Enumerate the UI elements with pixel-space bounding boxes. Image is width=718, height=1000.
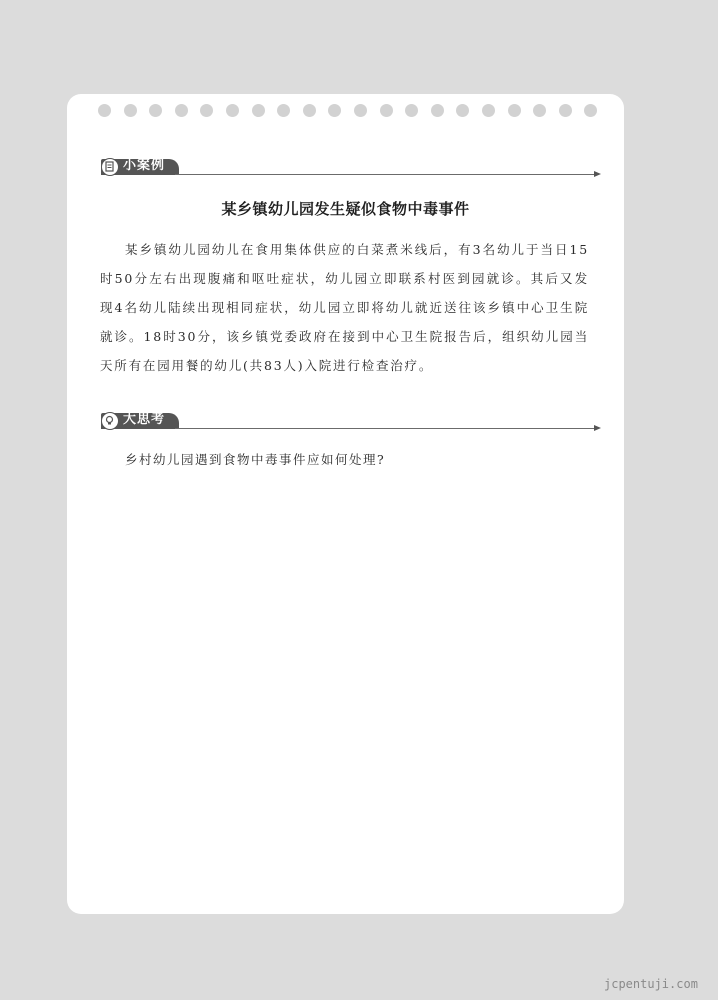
binding-hole (303, 104, 316, 117)
binding-hole (508, 104, 521, 117)
binding-hole (98, 104, 111, 117)
binding-hole (354, 104, 367, 117)
binding-hole (277, 104, 290, 117)
binding-hole (559, 104, 572, 117)
thinking-divider (175, 428, 595, 429)
case-title: 某乡镇幼儿园发生疑似食物中毒事件 (221, 200, 470, 218)
thinking-tag-label: 大思考 (123, 412, 166, 427)
binding-holes (98, 104, 598, 118)
binding-hole (149, 104, 162, 117)
binding-hole (328, 104, 341, 117)
thinking-question: 乡村幼儿园遇到食物中毒事件应如何处理? (125, 452, 386, 467)
binding-hole (405, 104, 418, 117)
watermark: jcpentuji.com (604, 977, 698, 991)
binding-hole (533, 104, 546, 117)
binding-hole (124, 104, 137, 117)
book-icon (101, 158, 119, 176)
binding-hole (456, 104, 469, 117)
case-body: 某乡镇幼儿园幼儿在食用集体供应的白菜煮米线后，有3名幼儿于当日15时50分左右出现腹痛和呕吐症状，幼儿园立即联系村医到园就诊。其后又发现4名幼儿陆续出现相同症状，幼儿园立即将幼儿就近送往该乡镇中心卫生院就诊。18时30分，该乡镇党委政府在接到中心卫生院报告后，组织幼儿园当天所有在园用餐的幼儿(共83人)入院进行检查治疗。 (100, 242, 589, 373)
case-divider-arrow-icon (594, 171, 601, 177)
binding-hole (175, 104, 188, 117)
binding-hole (431, 104, 444, 117)
binding-hole (584, 104, 597, 117)
binding-hole (226, 104, 239, 117)
lightbulb-icon (101, 412, 119, 430)
thinking-divider-arrow-icon (594, 425, 601, 431)
binding-hole (482, 104, 495, 117)
binding-hole (200, 104, 213, 117)
binding-hole (252, 104, 265, 117)
case-section-header (101, 158, 601, 178)
notebook-page (67, 94, 624, 914)
case-divider (175, 174, 595, 175)
binding-hole (380, 104, 393, 117)
case-tag-label: 小案例 (123, 158, 166, 173)
thinking-section-header (101, 412, 601, 432)
